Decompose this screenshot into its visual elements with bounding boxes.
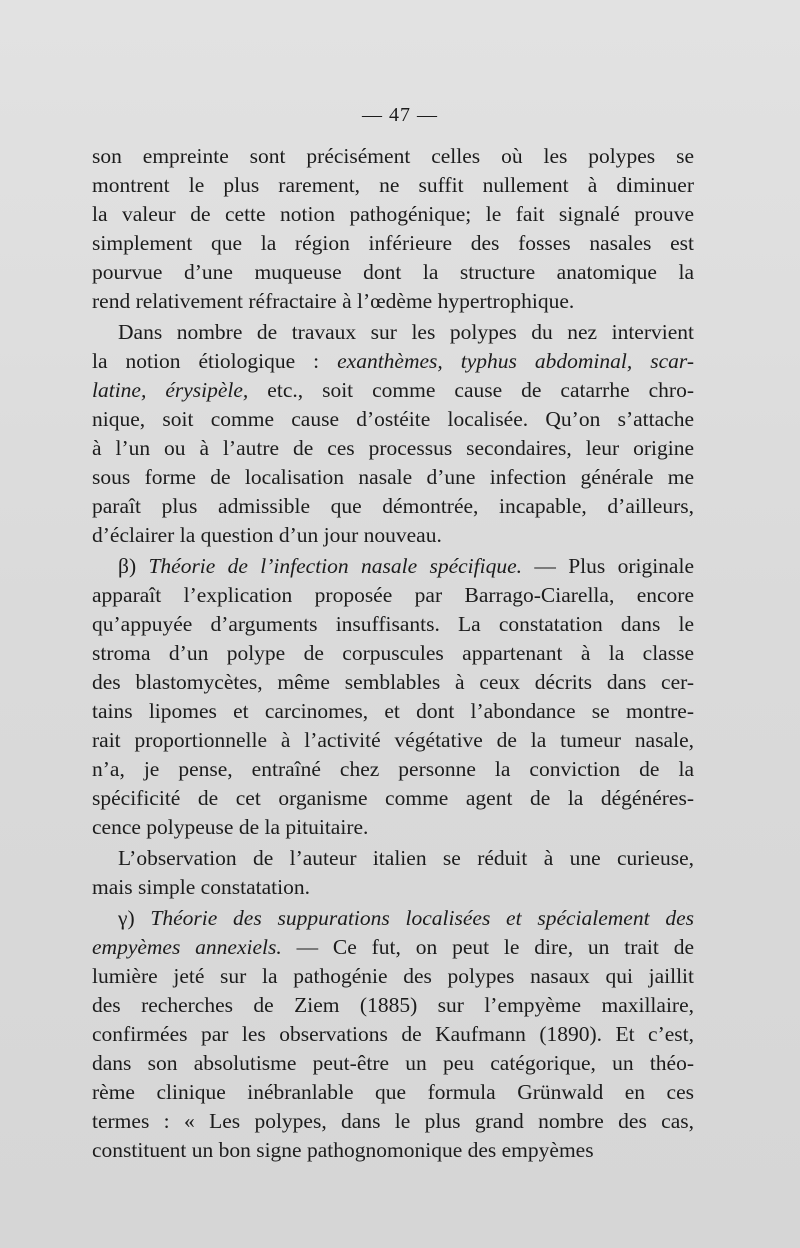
text-line xyxy=(92,347,694,376)
text-line xyxy=(92,668,694,697)
text-line xyxy=(92,697,694,726)
text-run: dans son absolutisme peut-être un peu catégorique, un théo- xyxy=(92,1051,694,1075)
text-line xyxy=(92,1136,694,1165)
text-line xyxy=(92,552,694,581)
text-run: β) xyxy=(118,554,149,578)
italic-text: empyèmes annexiels. xyxy=(92,935,282,959)
text-run: confirmées par les observations de Kaufmann (1890). Et c’est, xyxy=(92,1022,694,1046)
text-run: à l’un ou à l’autre de ces processus secondaires, leur origine xyxy=(92,436,694,460)
text-run: apparaît l’explication proposée par Barrago-Ciarella, encore xyxy=(92,583,694,607)
text-line xyxy=(92,1020,694,1049)
text-run: pourvue d’une muqueuse dont la structure anatomique la xyxy=(92,260,694,284)
text-run: d’éclairer la question d’un jour nouveau. xyxy=(92,523,442,547)
text-run: sous forme de localisation nasale d’une infection générale me xyxy=(92,465,694,489)
text-run: tains lipomes et carcinomes, et dont l’abondance se montre- xyxy=(92,699,694,723)
text-line xyxy=(92,962,694,991)
text-line xyxy=(92,258,694,287)
text-line xyxy=(92,521,694,550)
text-line xyxy=(92,813,694,842)
text-line xyxy=(92,1107,694,1136)
text-line xyxy=(92,991,694,1020)
text-line xyxy=(92,784,694,813)
text-run: des recherches de Ziem (1885) sur l’empyème maxillaire, xyxy=(92,993,694,1017)
text-line xyxy=(92,844,694,873)
text-run: spécificité de cet organisme comme agent de la dégénéres- xyxy=(92,786,694,810)
text-run: lumière jeté sur la pathogénie des polypes nasaux qui jaillit xyxy=(92,964,694,988)
text-run: des blastomycètes, même semblables à ceux décrits dans cer- xyxy=(92,670,694,694)
text-run: qu’appuyée d’arguments insuffisants. La constatation dans le xyxy=(92,612,694,636)
text-line xyxy=(92,405,694,434)
text-line xyxy=(92,229,694,258)
italic-text: Théorie des suppurations localisées et spécialement des xyxy=(150,906,694,930)
text-run: rend relativement réfractaire à l’œdème hypertrophique. xyxy=(92,289,575,313)
text-line xyxy=(92,610,694,639)
text-line xyxy=(92,463,694,492)
text-run: rème clinique inébranlable que formula Grünwald en ces xyxy=(92,1080,694,1104)
text-run: — Ce fut, on peut le dire, un trait de xyxy=(281,935,694,959)
text-line xyxy=(92,1049,694,1078)
text-run: la notion étiologique : xyxy=(92,349,338,373)
text-run: mais simple constatation. xyxy=(92,875,310,899)
text-line xyxy=(92,639,694,668)
body-text xyxy=(92,142,694,1165)
text-line xyxy=(92,318,694,347)
text-line xyxy=(92,581,694,610)
italic-text: latine, érysipèle, xyxy=(92,378,249,402)
text-run: constituent un bon signe pathognomonique des empyèmes xyxy=(92,1138,594,1162)
text-run: cence polypeuse de la pituitaire. xyxy=(92,815,369,839)
text-run: montrent le plus rarement, ne suffit nullement à diminuer xyxy=(92,173,694,197)
text-run: Dans nombre de travaux sur les polypes du nez intervient xyxy=(118,320,694,344)
text-line xyxy=(92,873,694,902)
text-run: rait proportionnelle à l’activité végétative de la tumeur nasale, xyxy=(92,728,694,752)
italic-text: Théorie de l’infection nasale spécifique. xyxy=(148,554,523,578)
text-line xyxy=(92,726,694,755)
text-line xyxy=(92,434,694,463)
text-line xyxy=(92,142,694,171)
italic-text: exanthèmes, typhus abdominal, scar- xyxy=(337,349,694,373)
text-line xyxy=(92,200,694,229)
text-line xyxy=(92,492,694,521)
text-run: son empreinte sont précisément celles où les polypes se xyxy=(92,144,694,168)
text-line xyxy=(92,171,694,200)
text-line xyxy=(92,755,694,784)
text-run: stroma d’un polype de corpuscules appartenant à la classe xyxy=(92,641,694,665)
text-run: γ) xyxy=(118,906,151,930)
text-run: — Plus originale xyxy=(522,554,694,578)
text-line xyxy=(92,1078,694,1107)
text-run: simplement que la région inférieure des fosses nasales est xyxy=(92,231,694,255)
text-line xyxy=(92,933,694,962)
text-run: la valeur de cette notion pathogénique; le fait signalé prouve xyxy=(92,202,694,226)
text-run: L’observation de l’auteur italien se réduit à une curieuse, xyxy=(118,846,694,870)
page-number: — 47 — xyxy=(362,104,438,126)
text-run: termes : « Les polypes, dans le plus grand nombre des cas, xyxy=(92,1109,694,1133)
text-line xyxy=(92,904,694,933)
text-run: etc., soit comme cause de catarrhe chro- xyxy=(248,378,694,402)
text-line xyxy=(92,376,694,405)
text-line xyxy=(92,287,694,316)
text-run: paraît plus admissible que démontrée, incapable, d’ailleurs, xyxy=(92,494,694,518)
text-run: nique, soit comme cause d’ostéite localisée. Qu’on s’attache xyxy=(92,407,694,431)
text-run: n’a, je pense, entraîné chez personne la conviction de la xyxy=(92,757,694,781)
